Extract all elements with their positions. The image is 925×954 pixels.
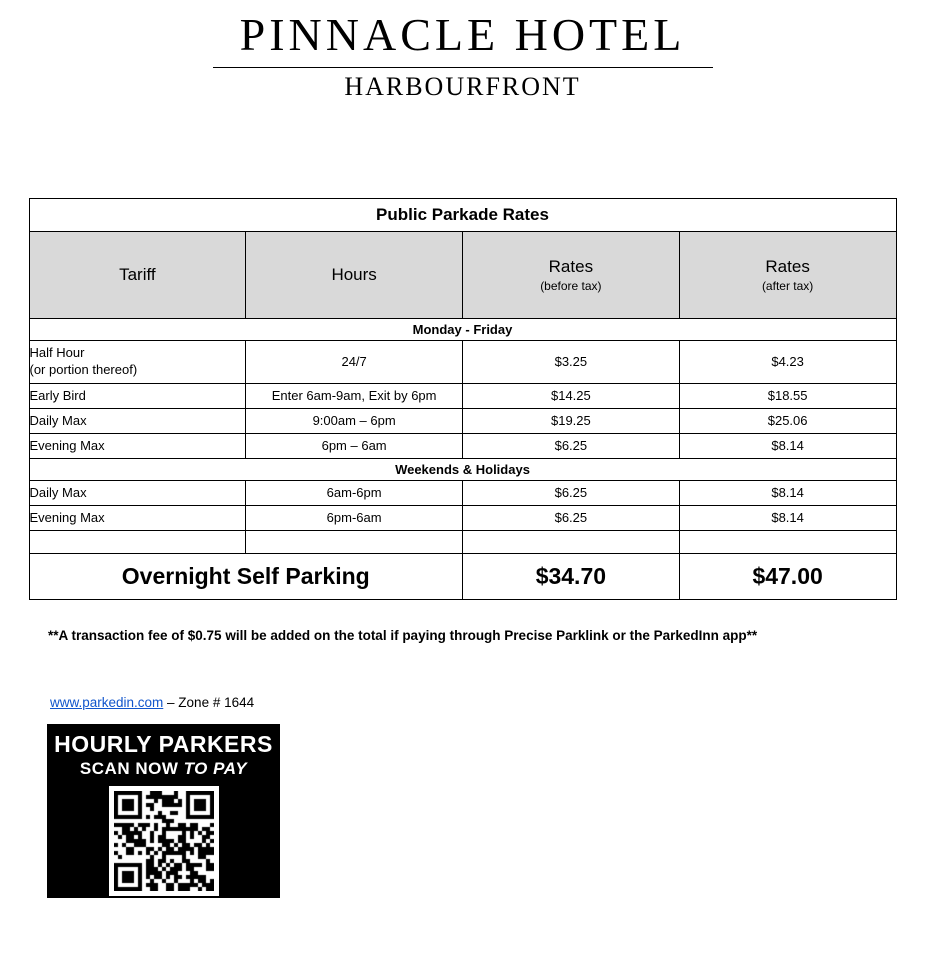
overnight-before-tax: $34.70: [463, 553, 680, 599]
rate-before-tax-cell: $3.25: [463, 340, 680, 383]
column-header-tariff-label: Tariff: [119, 264, 156, 284]
spacer-cell: [29, 530, 246, 553]
tariff-cell: Daily Max: [29, 408, 246, 433]
column-header-rates-after-tax: [679, 231, 896, 318]
rates-table-container: [29, 102, 897, 600]
rate-before-tax-cell: $14.25: [463, 383, 680, 408]
zone-info-line: [0, 643, 925, 710]
column-header-hours-label: Hours: [331, 264, 377, 284]
table-row: [29, 433, 896, 458]
rate-before-tax-cell: $6.25: [463, 433, 680, 458]
hotel-name: PINNACLE HOTEL: [239, 9, 686, 60]
spacer-cell: [246, 530, 463, 553]
transaction-fee-note: **A transaction fee of $0.75 will be added on the total if paying through Precise Parklink or the ParkedInn app**: [48, 627, 758, 643]
rate-before-tax-cell: $6.25: [463, 480, 680, 505]
hours-cell: 6pm – 6am: [246, 433, 463, 458]
overnight-after-tax: $47.00: [679, 553, 896, 599]
spacer-cell: [463, 530, 680, 553]
poster-headline: HOURLY PARKERS: [54, 730, 273, 757]
table-header-row: [29, 231, 896, 318]
table-row: [29, 383, 896, 408]
logo-divider: [213, 67, 713, 68]
spacer-cell: [679, 530, 896, 553]
column-header-hours: [246, 231, 463, 318]
hours-cell: 9:00am – 6pm: [246, 408, 463, 433]
poster-subhead-italic: TO PAY: [183, 758, 248, 778]
tariff-cell: [29, 340, 246, 383]
section-title-weekday: Monday - Friday: [29, 318, 896, 340]
column-header-rates-after-tax-sub: (after tax): [761, 278, 814, 293]
overnight-label: Overnight Self Parking: [29, 553, 463, 599]
parkedin-website-link[interactable]: www.parkedin.com: [50, 694, 164, 710]
rate-after-tax-cell: $8.14: [679, 480, 896, 505]
section-header-row: [29, 458, 896, 480]
table-row: [29, 408, 896, 433]
table-title-row: [29, 198, 896, 231]
table-spacer-row: [29, 530, 896, 553]
table-row: [29, 505, 896, 530]
hours-cell: 24/7: [246, 340, 463, 383]
section-title-weekend: Weekends & Holidays: [29, 458, 896, 480]
rate-after-tax-cell: $4.23: [679, 340, 896, 383]
rate-after-tax-cell: $8.14: [679, 505, 896, 530]
public-parkade-rates-table: [29, 198, 897, 600]
tariff-cell: Evening Max: [29, 433, 246, 458]
tariff-cell: Early Bird: [29, 383, 246, 408]
section-header-row: [29, 318, 896, 340]
table-title: Public Parkade Rates: [29, 198, 896, 231]
qr-code-icon[interactable]: [114, 791, 214, 891]
table-row: [29, 340, 896, 383]
column-header-tariff: [29, 231, 246, 318]
qr-code-frame: [109, 786, 219, 896]
tariff-line1: Half Hour: [29, 345, 85, 361]
column-header-rates-before-tax-sub: (before tax): [540, 278, 602, 293]
table-row: [29, 480, 896, 505]
tariff-cell: Daily Max: [29, 480, 246, 505]
hours-cell: 6pm-6am: [246, 505, 463, 530]
rate-after-tax-cell: $8.14: [679, 433, 896, 458]
rate-after-tax-cell: $18.55: [679, 383, 896, 408]
tariff-line2: (or portion thereof): [29, 361, 138, 377]
poster-subhead: [47, 757, 280, 779]
hours-cell: 6am-6pm: [246, 480, 463, 505]
hotel-logo: [0, 0, 925, 102]
rate-after-tax-cell: $25.06: [679, 408, 896, 433]
hours-cell: Enter 6am-9am, Exit by 6pm: [246, 383, 463, 408]
overnight-row: [29, 553, 896, 599]
rate-before-tax-cell: $19.25: [463, 408, 680, 433]
column-header-rates-before-tax: [463, 231, 680, 318]
hotel-location: HARBOURFRONT: [344, 71, 581, 101]
zone-number-text: – Zone # 1644: [163, 694, 255, 710]
column-header-rates-before-tax-label: Rates: [548, 256, 594, 276]
tariff-cell: Evening Max: [29, 505, 246, 530]
hourly-parkers-poster: [47, 724, 280, 898]
column-header-rates-after-tax-label: Rates: [765, 256, 810, 276]
rate-before-tax-cell: $6.25: [463, 505, 680, 530]
poster-subhead-plain: SCAN NOW: [79, 758, 184, 778]
